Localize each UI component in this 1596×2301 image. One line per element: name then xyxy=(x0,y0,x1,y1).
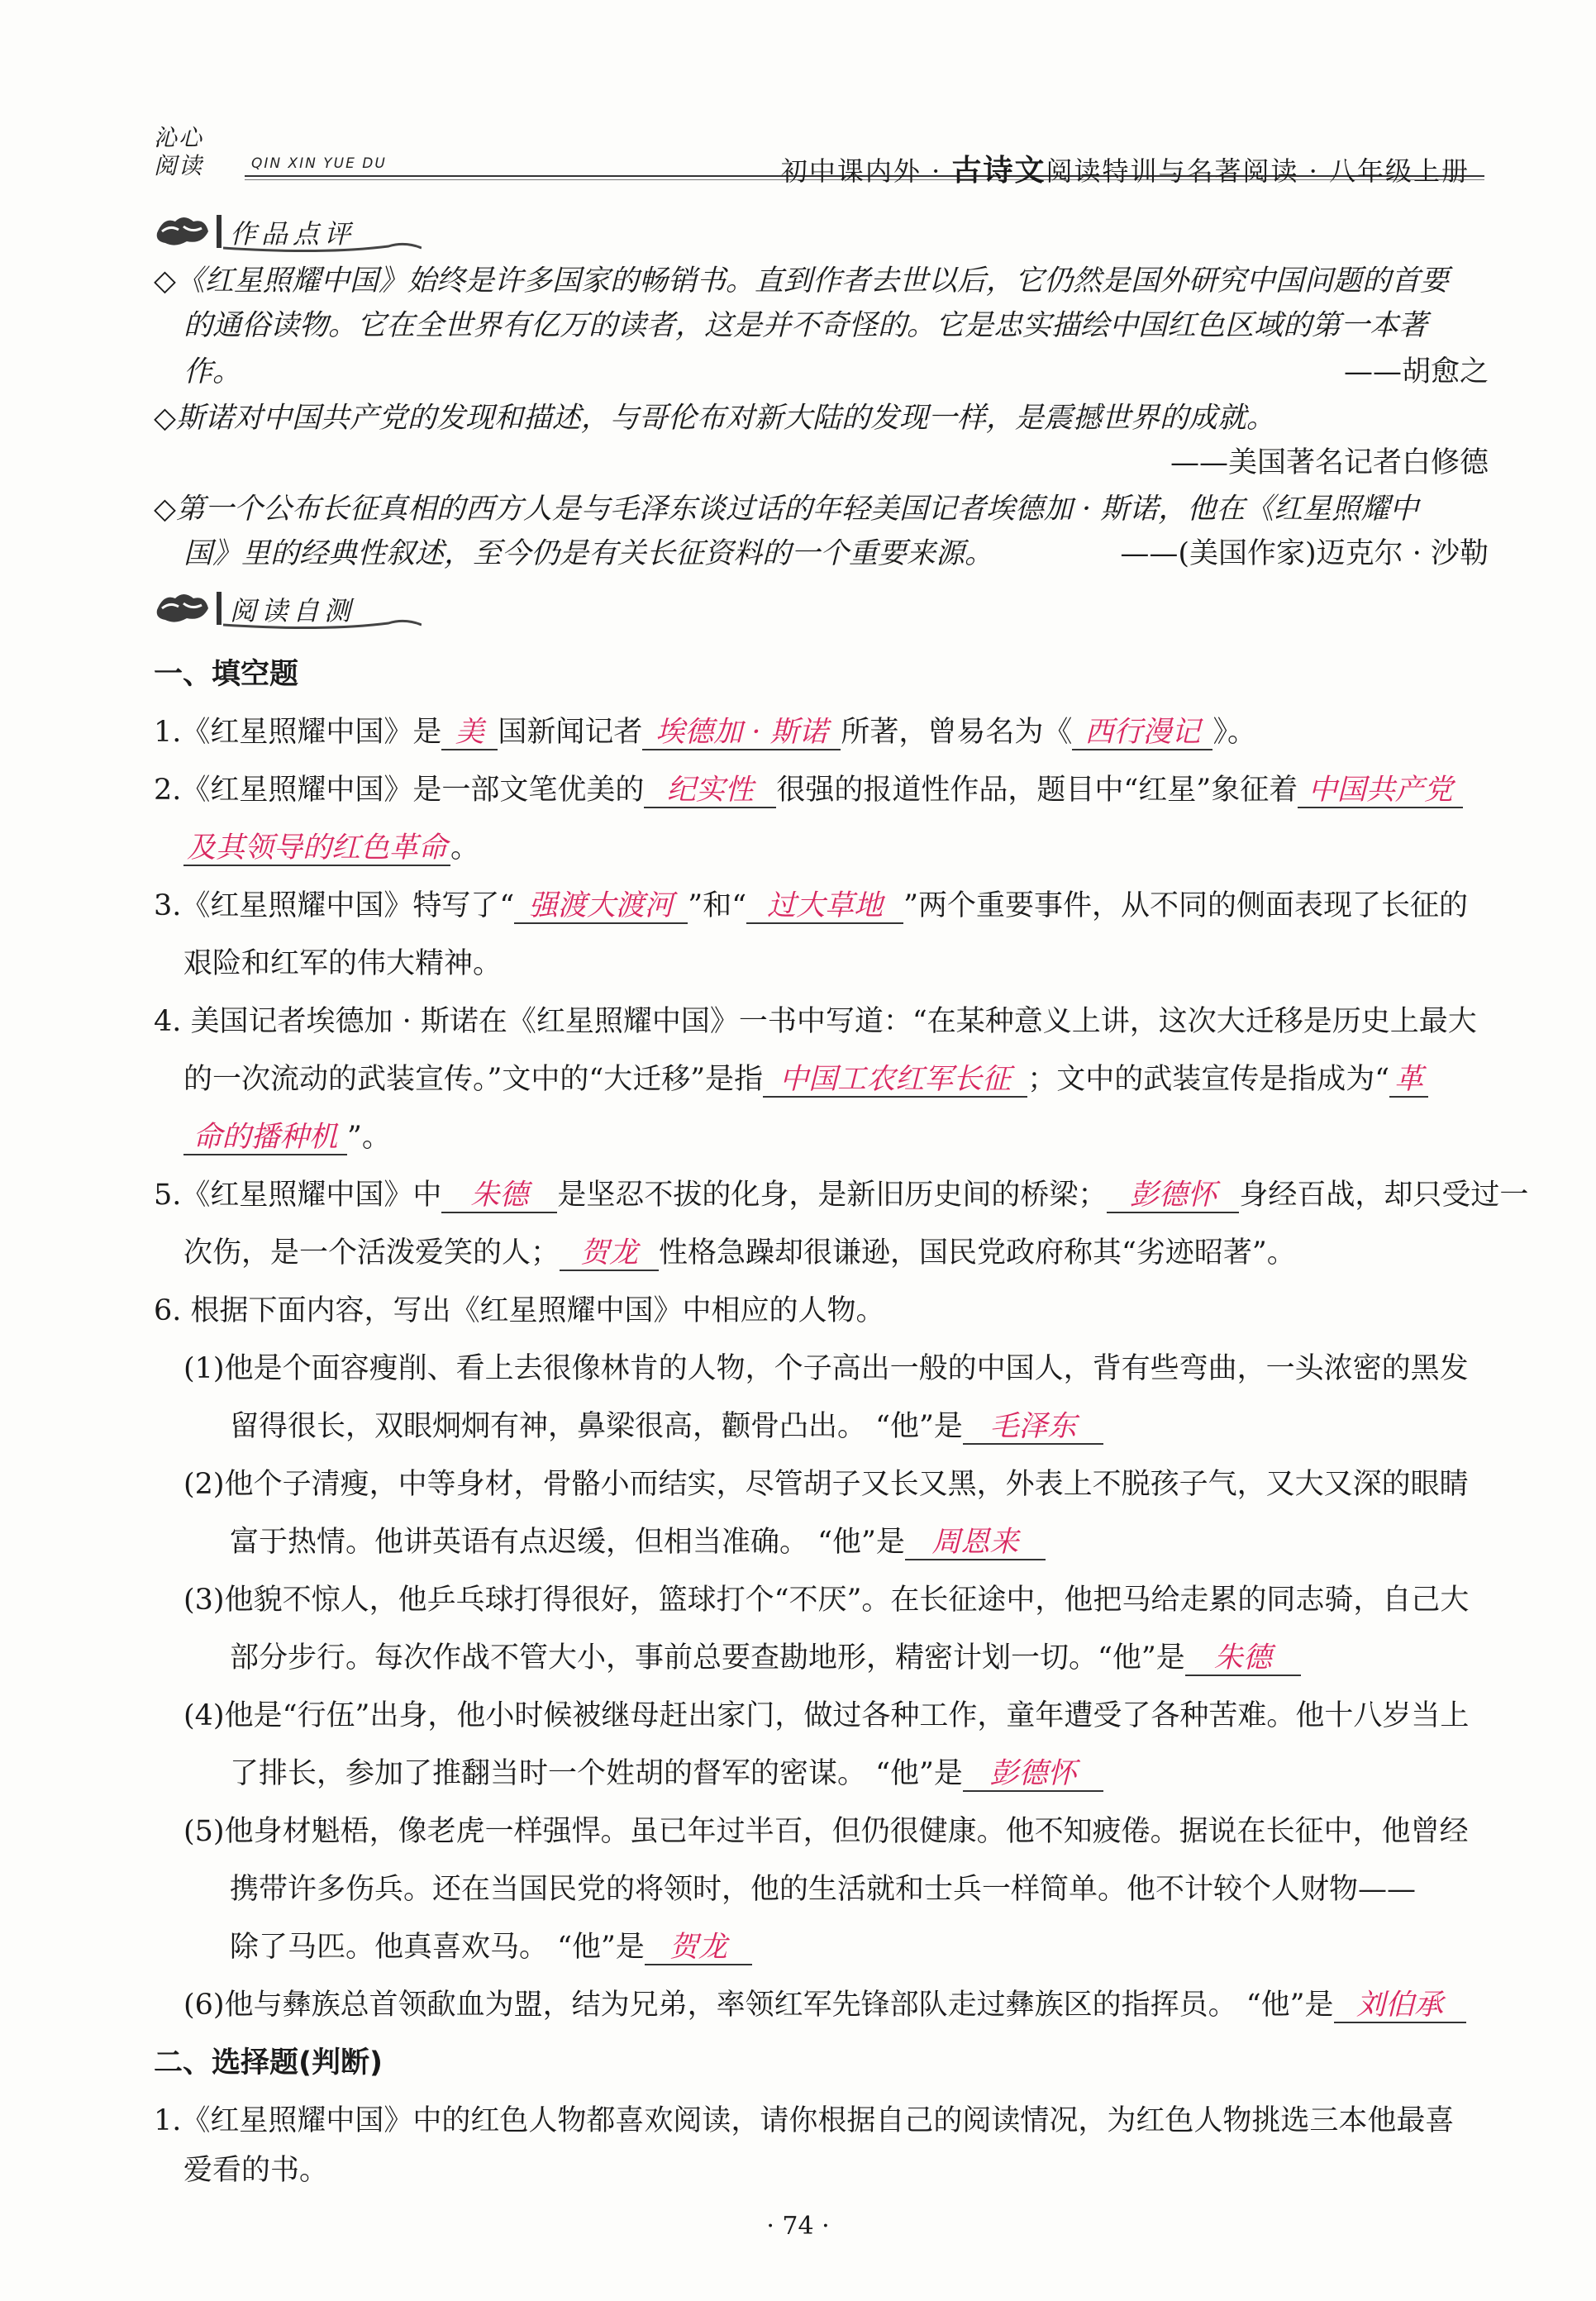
ink-decoration-icon xyxy=(154,210,215,251)
q3-text-c: ”两个重要事件，从不同的侧面表现了长征的 xyxy=(903,889,1468,922)
q6-item-3-text: 部分步行。每次作战不管大小，事前总要查勘地形，精密计划一切。“他”是 xyxy=(230,1641,1185,1675)
question-3-line-2: 艰险和红军的伟大精神。 xyxy=(183,947,503,980)
q6-item-1-answer: 毛泽东 xyxy=(963,1410,1103,1445)
q5-text-d: 次伤，是一个活泼爱笑的人； xyxy=(183,1236,560,1270)
q6-item-1-text: 留得很长，双眼炯炯有神，鼻梁很高，颧骨凸出。 “他”是 xyxy=(230,1410,963,1443)
q4-text-b: ；文中的武装宣传是指成为“ xyxy=(1027,1063,1390,1096)
book-title xyxy=(781,147,1470,189)
q5-answer-1: 朱德 xyxy=(441,1179,557,1213)
banner-title: 阅读自测 xyxy=(230,595,356,626)
q6-item-1-line-2 xyxy=(230,1408,1103,1445)
q5-text-c: 身经百战，却只受过一 xyxy=(1239,1179,1529,1212)
q6-item-2-line-1: (2)他个子清瘦，中等身材，骨骼小而结实，尽管胡子又长又黑，外表上不脱孩子气，又大又深的眼睛 xyxy=(183,1468,1469,1501)
q5-answer-2: 彭德怀 xyxy=(1107,1179,1239,1213)
book-title-suffix: 阅读特训与名著阅读 · 八年级上册 xyxy=(1046,155,1470,187)
brand-line2: 阅读 xyxy=(154,152,204,179)
brand-line1: 沁心 xyxy=(154,124,204,151)
swoosh-decoration xyxy=(223,617,422,631)
q5-answer-3: 贺龙 xyxy=(560,1236,659,1271)
q6-item-6-answer: 刘伯承 xyxy=(1334,1989,1466,2023)
q5-text-b: 是坚忍不拔的化身，是新旧历史间的桥梁； xyxy=(557,1179,1108,1212)
q6-item-2-answer: 周恩来 xyxy=(905,1526,1046,1560)
review-3-line-1: ◇第一个公布长征真相的西方人是与毛泽东谈过话的年轻美国记者埃德加 · 斯诺，他在《红星照耀中 xyxy=(154,493,1419,526)
q2-text-a: 2.《红星照耀中国》是一部文笔优美的 xyxy=(154,774,645,807)
q6-item-5-line-3 xyxy=(230,1929,752,1965)
q6-item-6-line-1 xyxy=(183,1987,1466,2023)
q6-item-4-line-2 xyxy=(230,1756,1103,1792)
q6-item-4-answer: 彭德怀 xyxy=(963,1757,1103,1792)
question-4-line-3 xyxy=(183,1119,391,1155)
review-1-line-1: ◇《红星照耀中国》始终是许多国家的畅销书。直到作者去世以后，它仍然是国外研究中国问题的首要 xyxy=(154,264,1449,298)
review-3-line-2: 国》里的经典性叙述，至今仍是有关长征资料的一个重要来源。 xyxy=(183,537,994,570)
banner-title: 作品点评 xyxy=(230,218,356,250)
q2-answer-2b: 及其领导的红色革命 xyxy=(183,831,450,866)
review-2-line-1: ◇斯诺对中国共产党的发现和描述，与哥伦布对新大陆的发现一样，是震撼世界的成就。 xyxy=(154,402,1275,435)
page-number: · 74 · xyxy=(766,2212,830,2241)
q6-item-2-line-2 xyxy=(230,1524,1046,1560)
q4-text-c: ”。 xyxy=(347,1121,391,1154)
q1-text-d: 》。 xyxy=(1212,716,1256,749)
q2-text-c: 。 xyxy=(450,831,480,865)
q6-item-3-answer: 朱德 xyxy=(1185,1641,1301,1676)
book-title-prefix: 初中课内外 · xyxy=(780,155,952,187)
banner-reviews xyxy=(154,208,426,255)
question-4-line-2 xyxy=(183,1061,1428,1098)
section-fill-blank-title: 一、填空题 xyxy=(154,658,299,691)
q5-text-a: 5.《红星照耀中国》中 xyxy=(154,1179,442,1212)
q1-answer-3: 西行漫记 xyxy=(1072,716,1212,750)
section-choice-title: 二、选择题(判断) xyxy=(154,2046,383,2079)
q1-answer-2: 埃德加 · 斯诺 xyxy=(642,716,841,750)
book-title-bold: 古诗文 xyxy=(951,153,1046,188)
q3-text-b: ”和“ xyxy=(688,889,747,922)
q6-item-5-line-2: 携带许多伤兵。还在当国民党的将领时，他的生活就和士兵一样简单。他不计较个人财物—— xyxy=(230,1873,1417,1906)
q2-text-b: 很强的报道性作品，题目中“红星”象征着 xyxy=(776,774,1298,807)
q1-text-c: 所著，曾易名为《 xyxy=(841,716,1073,749)
question-5-line-1 xyxy=(154,1177,1528,1213)
q6-item-3-line-2 xyxy=(230,1640,1301,1676)
question-4-line-1: 4. 美国记者埃德加 · 斯诺在《红星照耀中国》一书中写道：“在某种意义上讲，这次大迁移是历史上最大 xyxy=(154,1005,1477,1038)
question-5-line-2 xyxy=(183,1235,1296,1271)
q6-item-5-line-1: (5)他身材魁梧，像老虎一样强悍。虽已年过半百，但仍很健康。他不知疲倦。据说在长征中，他曾经 xyxy=(183,1815,1469,1848)
q6-item-4-text: 了排长，参加了推翻当时一个姓胡的督军的密谋。 “他”是 xyxy=(230,1757,963,1790)
q6-item-5-answer: 贺龙 xyxy=(645,1931,752,1965)
review-1-line-2: 的通俗读物。它在全世界有亿万的读者，这是并不奇怪的。它是忠实描绘中国红色区域的第一本著 xyxy=(183,309,1428,342)
question-2-line-2 xyxy=(183,830,479,866)
banner-bar xyxy=(217,592,222,625)
question-6-stem: 6. 根据下面内容，写出《红星照耀中国》中相应的人物。 xyxy=(154,1294,885,1327)
q6-item-5-text: 除了马匹。他真喜欢马。 “他”是 xyxy=(230,1931,645,1964)
choice-question-1-line-2: 爱看的书。 xyxy=(183,2154,329,2187)
page-header xyxy=(154,124,1484,188)
question-2-line-1 xyxy=(154,772,1463,808)
q6-item-1-line-1: (1)他是个面容瘦削、看上去很像林肯的人物，个子高出一般的中国人，背有些弯曲，一头浓密的黑发 xyxy=(183,1352,1469,1385)
review-3-source: ——(美国作家)迈克尔 · 沙勒 xyxy=(1120,537,1489,570)
question-3-line-1 xyxy=(154,888,1468,924)
q6-item-3-line-1: (3)他貌不惊人，他乒乓球打得很好，篮球打个“不厌”。在长征途中，他把马给走累的同志骑，自己大 xyxy=(183,1584,1470,1617)
q1-text-a: 1.《红星照耀中国》是 xyxy=(154,716,442,749)
q3-text-a: 3.《红星照耀中国》特写了“ xyxy=(154,889,515,922)
q1-text-b: 国新闻记者 xyxy=(498,716,643,749)
q6-item-2-text: 富于热情。他讲英语有点迟缓，但相当准确。 “他”是 xyxy=(230,1526,905,1559)
q6-item-4-line-1: (4)他是“行伍”出身，他小时候被继母赶出家门，做过各种工作，童年遭受了各种苦难。他十八岁当上 xyxy=(183,1699,1470,1732)
swoosh-decoration xyxy=(223,240,422,255)
q4-answer-2b: 命的播种机 xyxy=(183,1121,347,1155)
review-2-source: ——美国著名记者白修德 xyxy=(1170,446,1489,479)
review-1-line-3: 作。 xyxy=(183,355,242,388)
ink-decoration-icon xyxy=(154,587,215,628)
q2-answer-1: 纪实性 xyxy=(644,774,776,808)
q1-answer-1: 美 xyxy=(441,716,498,750)
q3-answer-2: 过大草地 xyxy=(746,889,903,924)
brand-pinyin: QIN XIN YUE DU xyxy=(251,155,387,172)
banner-bar xyxy=(217,215,222,248)
banner-self-test xyxy=(154,585,426,631)
q6-item-6-text: (6)他与彝族总首领歃血为盟，结为兄弟，率领红军先锋部队走过彝族区的指挥员。 “他”是 xyxy=(183,1989,1334,2022)
question-1 xyxy=(154,714,1256,750)
q4-answer-2a: 革 xyxy=(1389,1063,1428,1098)
q3-answer-1: 强渡大渡河 xyxy=(514,889,688,924)
review-1-source: ——胡愈之 xyxy=(1343,355,1489,388)
brand-logo xyxy=(154,124,203,180)
q2-answer-2a: 中国共产党 xyxy=(1298,774,1463,808)
choice-question-1-line-1: 1.《红星照耀中国》中的红色人物都喜欢阅读，请你根据自己的阅读情况，为红色人物挑选三本他最喜 xyxy=(154,2104,1455,2137)
q4-answer-1: 中国工农红军长征 xyxy=(763,1063,1027,1098)
q4-text-a: 的一次流动的武装宣传。”文中的“大迁移”是指 xyxy=(183,1063,764,1096)
q5-text-e: 性格急躁却很谦逊，国民党政府称其“劣迹昭著”。 xyxy=(659,1236,1296,1270)
